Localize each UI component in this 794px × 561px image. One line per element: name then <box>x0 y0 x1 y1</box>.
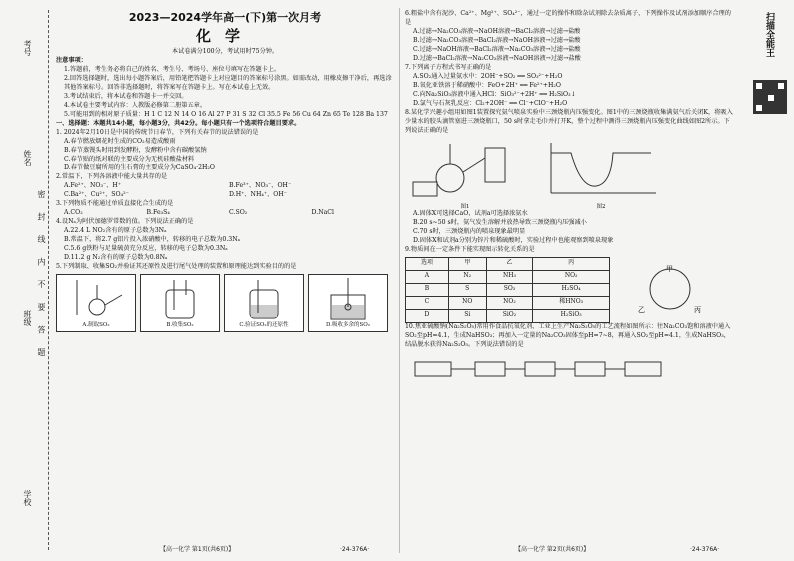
q4-option-d: D.11.2 g N₂含有的原子总数为0.8Nₐ <box>64 254 168 262</box>
table-cell: N₂ <box>448 270 486 283</box>
binding-label-school: 学校 <box>23 490 32 506</box>
q5-caption-b: B.收集SO₂ <box>166 322 194 329</box>
q5-caption-d: D.吸收多余的SO₂ <box>326 322 370 329</box>
q5-figure-d <box>308 274 388 332</box>
beaker-icon <box>309 275 387 321</box>
table-cell: SiO₂ <box>486 309 533 322</box>
q5-figure-b <box>140 274 220 332</box>
gas-bottle-icon <box>141 275 219 321</box>
q1-option-d: D.春节做豆腐所用的生石膏的主要成分为CaSO₄·2H₂O <box>64 164 215 172</box>
q7-option-d: D.氯气与石灰乳反应：Cl₂+2OH⁻ ══ Cl⁻+ClO⁻+H₂O <box>413 99 568 107</box>
q4-stem: 4.设Nₐ为阿伏加德罗常数的值。下列说法正确的是 <box>56 218 194 226</box>
binding-margin <box>8 10 49 550</box>
q3-stem: 3.下列物质不能通过单质直接化合生成的是 <box>56 200 174 208</box>
q10-stem: 10.焦亚硫酸钠(Na₂S₂O₅)常用作食品抗氧化剂，工业上生产Na₂S₂O₅的工艺流程如图所示：往Na₂CO₃饱和溶液中通入SO₂至pH=4.1，生成NaHSO₃；再加入一定量的Na₂CO₃固体至pH=7~8，再通入SO₂至pH=4.1，生成NaHSO₃，结晶脱水获得Na₂S₂O₅。下列说法错误的是 <box>405 322 731 348</box>
q1-option-a: A.春节燃放烟花时生成的CO₂易造成酸雨 <box>64 137 176 145</box>
svg-text:乙: 乙 <box>638 305 645 314</box>
table-cell: A <box>406 270 449 283</box>
pressure-curve <box>541 138 661 200</box>
table-cell: Si <box>448 309 486 322</box>
q5-caption-c: C.验证SO₂的还原性 <box>239 322 289 329</box>
exam-info: 本试卷满分100分，考试用时75分钟。 <box>171 47 279 55</box>
q2-option-b: B.Fe³⁺、NO₃⁻、OH⁻ <box>229 182 292 190</box>
table-cell: H₂SiO₃ <box>533 309 610 322</box>
binding-label-name: 姓名 <box>23 150 32 166</box>
table-row <box>406 283 610 296</box>
q9-block <box>405 255 735 323</box>
table-cell: SO₃ <box>486 283 533 296</box>
conversion-cycle-icon <box>630 262 710 316</box>
q8-option-a: A.固体X可选择CaO，试剂a可选择浓氨水 <box>413 209 528 217</box>
q1-option-c: C.春节贴的纸对联的主要成分为无机硅酸盐材料 <box>64 155 195 163</box>
table-cell: C <box>406 296 449 309</box>
q4-option-a: A.22.4 L NO₂含有的原子总数为3Nₐ <box>64 227 167 235</box>
right-page <box>405 10 735 388</box>
q4-option-b: B.常温下，将2.7 g铝片投入浓硝酸中，转移的电子总数为0.3Nₐ <box>64 236 241 244</box>
table-cell: NO₂ <box>533 270 610 283</box>
q8-figures <box>405 138 735 208</box>
table-row <box>406 270 610 283</box>
q2-option-d: D.H⁺、NH₄⁺、OH⁻ <box>229 191 288 199</box>
q9-stem: 9.物质间在一定条件下能实现图示转化关系的是 <box>405 245 535 253</box>
exam-subject: 化学 <box>195 26 254 45</box>
q7-option-c: C.向Na₂SiO₃溶液中通入HCl：SiO₃²⁻+2H⁺ ══ H₂SiO₃↓ <box>413 90 576 98</box>
footer-right-text: 【高一化学 第2页(共6页)】 <box>515 546 590 553</box>
q6-stem: 6.粗盐中含有泥沙、Ca²⁺、Mg²⁺、SO₄²⁻，通过一定的操作和除杂试剂除去杂质离子，下列操作及试剂添加顺序合理的是 <box>405 10 731 26</box>
table-cell: B <box>406 283 449 296</box>
q1-stem: 1. 2024年2月10日是中国的传统节日春节，下列有关春节的说法错误的是 <box>56 128 259 136</box>
q3-option-d: D.NaCl <box>311 209 335 217</box>
table-header: 选项 <box>406 257 449 270</box>
q6-option-c: C.过滤→NaOH溶液→BaCl₂溶液→Na₂CO₃溶液→过滤→盐酸 <box>413 45 581 53</box>
table-row <box>406 309 610 322</box>
table-cell: NH₃ <box>486 270 533 283</box>
q8-option-c: C.70 s时，三颈烧瓶内的喷泉现象最明显 <box>413 227 526 235</box>
q8-option-d: D.固体X和试剂a分别为锌片和稀硫酸时，实验过程中也能观察到喷泉现象 <box>413 236 614 244</box>
q1-option-b: B.春节蒸馒头时用到发酵粉，发酵粉中含有碳酸氢钠 <box>64 146 207 154</box>
table-row <box>406 296 610 309</box>
q2-option-a: A.Fe²⁺、NO₃⁻、H⁺ <box>64 182 122 190</box>
q6-option-b: B.过滤→Na₂CO₃溶液→BaCl₂溶液→NaOH溶液→过滤→盐酸 <box>413 36 581 44</box>
fountain-apparatus-icon <box>405 138 525 200</box>
q8-fig2-caption: 图2 <box>596 203 606 210</box>
svg-text:甲: 甲 <box>666 264 673 273</box>
table-header: 乙 <box>486 257 533 270</box>
svg-text:丙: 丙 <box>694 305 701 314</box>
table-header: 丙 <box>533 257 610 270</box>
table-cell: D <box>406 309 449 322</box>
q5-figure-c <box>224 274 304 332</box>
process-flow-diagram <box>405 350 665 384</box>
q8-figure-1 <box>405 138 525 208</box>
q8-figure-2 <box>541 138 661 208</box>
footer-right <box>515 544 589 553</box>
table-cell: NO <box>448 296 486 309</box>
footer-right-code-text: ·24-376A· <box>690 546 720 553</box>
q2-stem: 2.常温下，下列各溶液中能大量共存的是 <box>56 173 168 181</box>
q3-option-b: B.Fe₃S₄ <box>146 209 170 217</box>
note-1: 1.答题前，考生务必将自己的姓名、考生号、考场号、座位号填写在答题卡上。 <box>64 65 281 73</box>
seal-line-text: 密 封 线 内 不 要 答 题 <box>37 190 46 362</box>
footer-left-code-text: ·24-376A· <box>340 546 370 553</box>
left-page <box>56 10 394 332</box>
footer-left-code <box>340 546 369 553</box>
q6-option-d: D.过滤→BaCl₂溶液→Na₂CO₃溶液→NaOH溶液→过滤→盐酸 <box>413 54 581 62</box>
note-2: 2.回答选择题时，选出每小题答案后，用铅笔把答题卡上对应题目的答案标号涂黑。如需改动，用橡皮擦干净后，再选涂其他答案标号。回答非选择题时，将答案写在答题卡上。写在本试卷上无效。 <box>64 74 392 91</box>
q3-option-c: C.SO₂ <box>229 209 248 217</box>
page-divider <box>399 8 400 553</box>
note-5: 5.可能用到的相对原子质量：H 1 C 12 N 14 O 16 Al 27 P 31 S 32 Cl 35.5 Fe 56 Cu 64 Zn 65 Te 128 Ba 137 <box>64 110 388 118</box>
q6-option-a: A.过滤→Na₂CO₃溶液→NaOH溶液→BaCl₂溶液→过滤→盐酸 <box>413 27 581 35</box>
table-header: 甲 <box>448 257 486 270</box>
apparatus-icon <box>57 275 135 321</box>
section-1-heading: 一、选择题：本题共14小题，每小题3分，共42分。每小题只有一个选项符合题目要求。 <box>56 119 301 127</box>
table-cell: NO₂ <box>486 296 533 309</box>
q7-option-a: A.SO₂通入过量氨水中：2OH⁻+SO₂ ══ SO₃²⁻+H₂O <box>413 72 563 80</box>
footer-right-code <box>690 546 719 553</box>
binding-label-kaohao: 考号 <box>23 40 32 56</box>
q3-option-a: A.CO₂ <box>64 209 83 217</box>
q7-stem: 7.下列离子方程式书写正确的是 <box>405 63 492 71</box>
q4-option-c: C.5.6 g铁粉与足量硫黄充分反应，转移的电子总数为0.3Nₐ <box>64 245 228 253</box>
q8-fig1-caption: 图1 <box>460 203 470 210</box>
q5-caption-a: A.制取SO₂ <box>82 322 110 329</box>
q8-option-b: B.20 s~50 s时，氨气发生溶解并放热导致三颈烧瓶内压强减小 <box>413 218 587 226</box>
q9-table <box>405 257 610 323</box>
table-cell: 稀HNO₃ <box>533 296 610 309</box>
exam-title: 2023—2024学年高一(下)第一次月考 <box>128 11 322 24</box>
q8-stem: 8.某化学兴趣小组用如图1装置探究氨气喷泉实验中三颈烧瓶内压强变化。图1中的三颈烧瓶收集满氨气后关闭K，将吸入少量水的胶头滴管塞进三颈烧瓶口，50 s时拿走毛巾并打开K，整个过程中测得三颈烧瓶内压强变化曲线如图2所示。下列说法正确的是 <box>405 108 733 134</box>
q2-option-c: C.Ba²⁺、Cu²⁺、SO₄²⁻ <box>64 191 129 199</box>
footer-left-text: 【高一化学 第1页(共6页)】 <box>160 546 235 553</box>
footer-left <box>160 544 234 553</box>
qr-code-icon <box>753 80 787 114</box>
note-4: 4.本试卷主要考试内容：人教版必修第二册第五章。 <box>64 101 207 109</box>
gas-bottle-icon <box>225 275 303 321</box>
notes-heading: 注意事项： <box>56 56 87 64</box>
q7-option-b: B.氧化亚铁溶于稀硝酸中：FeO+2H⁺ ══ Fe²⁺+H₂O <box>413 81 561 89</box>
table-cell: H₂SO₄ <box>533 283 610 296</box>
q5-figures <box>56 274 394 332</box>
q5-figure-a <box>56 274 136 332</box>
q5-stem: 5.下列制取、收集SO₂并验证其还原性及进行尾气处理的装置和原理能达到实验目的的是 <box>56 263 297 271</box>
binding-label-class: 班级 <box>23 310 32 326</box>
note-3: 3.考试结束后，将本试卷和答题卡一并交回。 <box>64 92 188 100</box>
table-cell: S <box>448 283 486 296</box>
scanner-brand: 扫描全能王 <box>764 12 774 57</box>
